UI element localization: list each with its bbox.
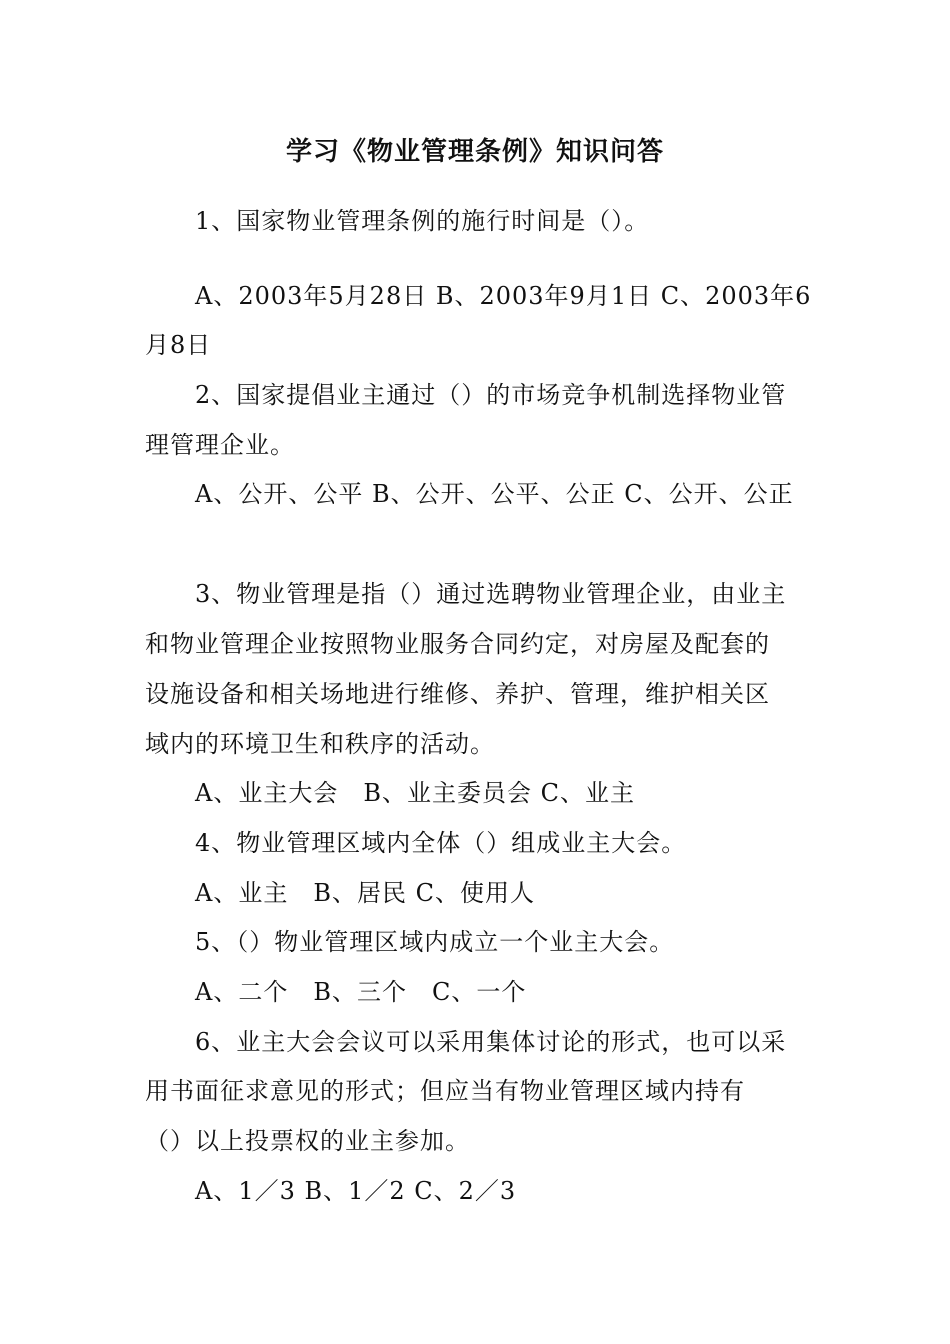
question-2-text-continued: 理管理企业。: [145, 431, 295, 459]
question-5-text: 5、（）物业管理区域内成立一个业主大会。: [195, 928, 675, 956]
question-3-text-line-2: 和物业管理企业按照物业服务合同约定，对房屋及配套的: [145, 630, 770, 658]
question-6-text: 6、业主大会会议可以采用集体讨论的形式，也可以采: [195, 1028, 787, 1056]
question-1-options: A、2003年5月28日 B、2003年9月1日 C、2003年6: [195, 282, 812, 310]
question-6-text-line-3: （）以上投票权的业主参加。: [145, 1127, 470, 1155]
question-3-text-line-4: 域内的环境卫生和秩序的活动。: [145, 730, 495, 758]
question-3-options: A、业主大会 B、业主委员会 C、业主: [195, 779, 635, 807]
question-2-options: A、公开、公平 B、公开、公平、公正 C、公开、公正: [195, 480, 794, 508]
question-1-options-continued: 月8日: [145, 331, 212, 359]
question-6-options: A、1／3 B、1／2 C、2／3: [195, 1177, 517, 1205]
question-1-text: 1、国家物业管理条例的施行时间是（）。: [195, 207, 650, 235]
question-3-text: 3、物业管理是指（）通过选聘物业管理企业，由业主: [195, 580, 787, 608]
document-title: 学习《物业管理条例》知识问答: [285, 137, 664, 167]
question-2-text: 2、国家提倡业主通过（）的市场竞争机制选择物业管: [195, 381, 787, 409]
question-5-options: A、二个 B、三个 C、一个: [195, 978, 527, 1006]
question-3-text-line-3: 设施设备和相关场地进行维修、养护、管理，维护相关区: [145, 680, 770, 708]
question-6-text-line-2: 用书面征求意见的形式；但应当有物业管理区域内持有: [145, 1077, 745, 1105]
question-4-options: A、业主 B、居民 C、使用人: [195, 879, 535, 907]
question-4-text: 4、物业管理区域内全体（）组成业主大会。: [195, 829, 687, 857]
